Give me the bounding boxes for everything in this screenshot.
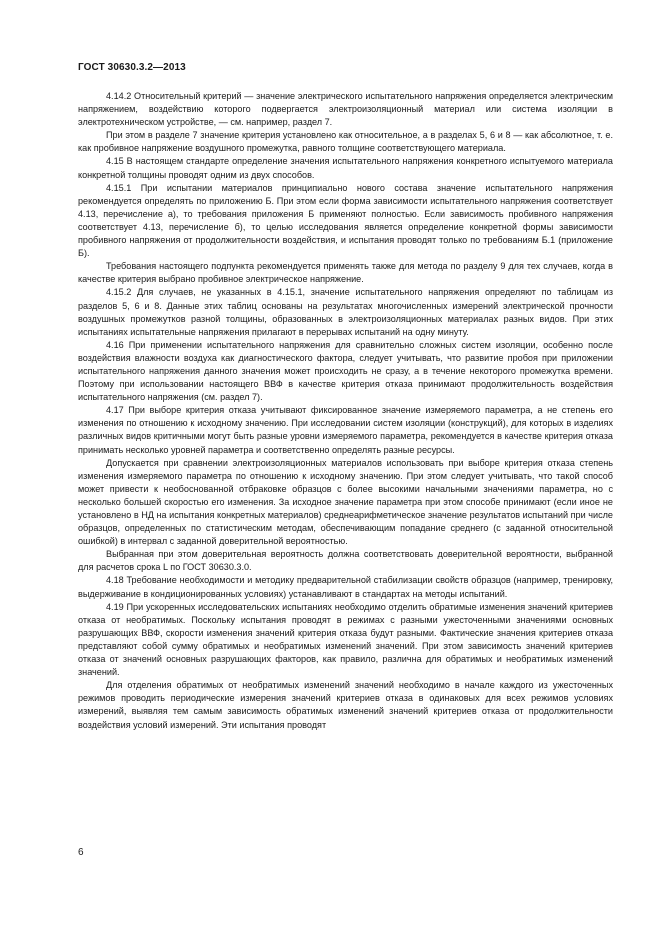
paragraph-4-17: 4.17 При выборе критерия отказа учитывают фиксированное значение измеряемого параметра, а не степень его изменения по отношению к исходному значению. При исследовании систем изоляции (конструкций), для которых в изделиях различных видов критичными могут быть разные уровни измеряемого параметра, рекомендуется в качестве критерия отказа принимать несколько уровней параметра и соответственно определять разные ресурсы. [78,405,613,455]
page-number: 6 [78,847,84,858]
paragraph-4-19-note: Для отделения обратимых от необратимых изменений значений необходимо в начале каждого из ужесточенных режимов проводить периодические измерения значений критериев отказа в одинаковых для всех режимов условиях измерений, выявляя тем самым зависимость обратимых изменений значений критериев отказа от продолжительности воздействия условий измерений. Эти испытания проводят [78,680,613,730]
paragraph-4-15: 4.15 В настоящем стандарте определение значения испытательного напряжения конкретного испытуемого материала конкретной толщины проводят одним из двух способов. [78,156,613,180]
document-code-header: ГОСТ 30630.3.2—2013 [78,62,186,73]
paragraph-4-18: 4.18 Требование необходимости и методику предварительной стабилизации свойств образцов (например, тренировку, выдерживание в кондиционированных условиях) устанавливают в стандартах на методы испытаний. [78,575,613,599]
paragraph-4-14-2: 4.14.2 Относительный критерий — значение электрического испытательного напряжения определяется электрическим напряжением, воздействию которого подвергается электроизоляционный материал или система изоляции в электротехническом устройстве, — см. например, раздел 7. [78,91,613,128]
paragraph-4-16: 4.16 При применении испытательного напряжения для сравнительно сложных систем изоляции, особенно после воздействия влажности воздуха как диагностического фактора, следует учитывать, что развитие пробоя при приложении испытательного напряжения данного значения может происходить не сразу, а в течение некоторого промежутка времени. Поэтому при использовании настоящего ВВФ в качестве критерия отказа принимают продолжительность воздействия испытательного напряжения (см. раздел 7). [78,339,613,403]
paragraph-4-15-1: 4.15.1 При испытании материалов принципиально нового состава значение испытательного напряжения рекомендуется определять по приложению Б. При этом если форма зависимости испытательного напряжения соответствует 4.13, перечисление а), то требования приложения Б применяют полностью. Если зависимость пробивного напряжения соответствует 4.13, перечисление б), то целью исследования является определение конкретной формы зависимости пробивного напряжения от продолжительности воздействия, и испытания проводят только по требованиям Б.1 (приложение Б). [78,182,613,259]
document-body [78,90,613,732]
paragraph-4-14-2-note: При этом в разделе 7 значение критерия установлено как относительное, а в разделах 5, 6 и 8 — как абсолютное, т. е. как пробивное напряжение воздушного промежутка, равного толщине соответствующего материала. [78,130,613,154]
paragraph-4-15-2: 4.15.2 Для случаев, не указанных в 4.15.1, значение испытательного напряжения определяют по таблицам из разделов 5, 6 и 8. Данные этих таблиц основаны на результатах многочисленных измерений электрической прочности воздушных промежутков разной толщины, образованных в электроизоляционных материалах разных видов. При этих испытаниях испытательные напряжения прилагают в перерывах испытаний на одну минуту. [78,287,613,337]
paragraph-4-15-1-note: Требования настоящего подпункта рекомендуется применять также для метода по разделу 9 для тех случаев, когда в качестве критерия выбрано пробивное электрическое напряжение. [78,261,613,285]
paragraph-4-17-note-1: Допускается при сравнении электроизоляционных материалов использовать при выборе критерия отказа степень изменения измеряемого параметра по отношению к исходному значению. При этом следует учитывать, что такой способ может привести к необоснованной отбраковке образцов с более высокими начальными значениями параметра, но с несколько большей скоростью его изменения. За исходное значение параметра при этом способе принимают (если иное не установлено в НД на испытания конкретных материалов) среднеарифметическое значение результатов испытаний при числе образцов, определенных по статистическим методам, обеспечивающим попадание среднего (с заданной относительной ошибкой) в интервал с заданной доверительной вероятностью. [78,457,613,547]
paragraph-4-19: 4.19 При ускоренных исследовательских испытаниях необходимо отделить обратимые изменения значений критериев отказа от необратимых. Поскольку испытания проводят в режимах с разными ужесточенными значениями основных разрушающих ВВФ, скорости изменения значений критерия отказа будут разными. Фактические значения критериев отказа представляют собой сумму обратимых и необратимых изменений значений. При этом зависимость значений критериев отказа от значений основных разрушающих факторов, как правило, различна для обратимых и необратимых изменений значений. [78,601,613,678]
paragraph-4-17-note-2: Выбранная при этом доверительная вероятность должна соответствовать доверительной вероятности, выбранной для расчетов срока L по ГОСТ 30630.3.0. [78,549,613,573]
